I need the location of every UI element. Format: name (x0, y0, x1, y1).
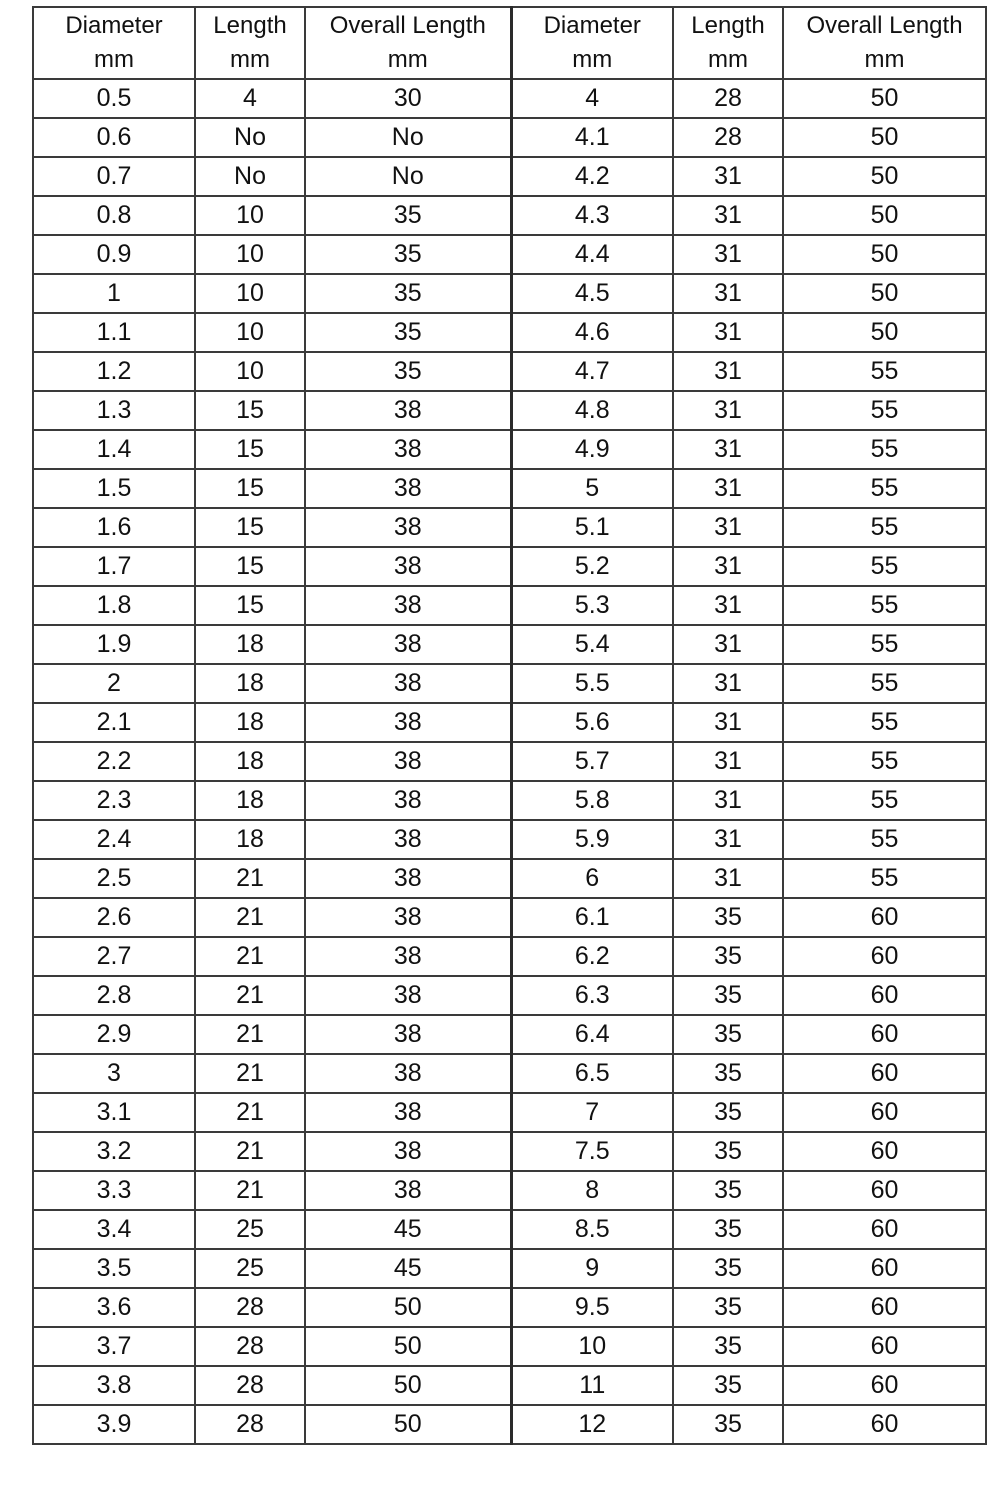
table-cell-diameter: 1.5 (33, 469, 195, 508)
table-cell-diameter: 0.8 (33, 196, 195, 235)
table-cell-overall-length: 55 (783, 703, 986, 742)
table-cell-overall-length: 60 (783, 1171, 986, 1210)
table-cell-overall-length: 60 (783, 937, 986, 976)
table-cell-length: 31 (673, 625, 783, 664)
table-row (33, 1054, 986, 1093)
table-cell-diameter: 5.6 (511, 703, 673, 742)
table-cell-overall-length: 55 (783, 586, 986, 625)
table-cell-overall-length: 55 (783, 859, 986, 898)
column-header-unit: mm (94, 46, 134, 73)
table-cell-diameter: 0.6 (33, 118, 195, 157)
table-cell-diameter: 9.5 (511, 1288, 673, 1327)
table-cell-diameter: 1.9 (33, 625, 195, 664)
column-header-unit: mm (387, 46, 428, 73)
table-cell-length: 18 (195, 625, 305, 664)
table-header (33, 7, 986, 79)
table-cell-overall-length: 50 (783, 157, 986, 196)
table-cell-overall-length: 45 (305, 1249, 511, 1288)
column-header-overall-length-right (783, 7, 986, 79)
table-cell-diameter: 3.1 (33, 1093, 195, 1132)
table-cell-length: 21 (195, 1054, 305, 1093)
table-cell-diameter: 3.5 (33, 1249, 195, 1288)
table-row (33, 742, 986, 781)
table-cell-overall-length: 60 (783, 1210, 986, 1249)
table-cell-overall-length: 38 (305, 898, 511, 937)
table-cell-length: 31 (673, 742, 783, 781)
table-cell-diameter: 4.2 (511, 157, 673, 196)
column-header-unit: mm (708, 46, 748, 73)
table-cell-diameter: 4.4 (511, 235, 673, 274)
table-row (33, 703, 986, 742)
table-cell-overall-length: 35 (305, 313, 511, 352)
table-cell-overall-length: 38 (305, 820, 511, 859)
table-row (33, 235, 986, 274)
table-cell-diameter: 5.7 (511, 742, 673, 781)
table-cell-diameter: 9 (511, 1249, 673, 1288)
table-cell-diameter: 0.9 (33, 235, 195, 274)
table-cell-overall-length: 60 (783, 1366, 986, 1405)
table-cell-length: 28 (195, 1327, 305, 1366)
table-cell-overall-length: No (305, 157, 511, 196)
table-cell-diameter: 2.9 (33, 1015, 195, 1054)
table-body (33, 79, 986, 1444)
table-row (33, 391, 986, 430)
table-cell-overall-length: 60 (783, 1132, 986, 1171)
table-cell-overall-length: 38 (305, 664, 511, 703)
table-cell-overall-length: 60 (783, 1093, 986, 1132)
table-row (33, 352, 986, 391)
column-header-length-right (673, 7, 783, 79)
table-cell-diameter: 4.7 (511, 352, 673, 391)
table-cell-overall-length: 38 (305, 430, 511, 469)
table-cell-overall-length: 60 (783, 1288, 986, 1327)
table-cell-length: 31 (673, 157, 783, 196)
table-cell-diameter: 6.5 (511, 1054, 673, 1093)
table-cell-overall-length: 30 (305, 79, 511, 118)
table-cell-overall-length: 60 (783, 1249, 986, 1288)
table-row (33, 898, 986, 937)
table-cell-diameter: 5.5 (511, 664, 673, 703)
table-cell-overall-length: 35 (305, 274, 511, 313)
table-cell-length: 35 (673, 1210, 783, 1249)
table-cell-diameter: 5 (511, 469, 673, 508)
table-row (33, 1015, 986, 1054)
table-cell-length: 35 (673, 1171, 783, 1210)
table-row (33, 820, 986, 859)
table-cell-diameter: 1.3 (33, 391, 195, 430)
table-cell-length: 35 (673, 937, 783, 976)
table-row (33, 586, 986, 625)
table-cell-diameter: 2.1 (33, 703, 195, 742)
table-cell-length: 18 (195, 781, 305, 820)
table-cell-diameter: 4 (511, 79, 673, 118)
table-cell-overall-length: 50 (783, 274, 986, 313)
table-cell-diameter: 4.3 (511, 196, 673, 235)
table-cell-length: 18 (195, 703, 305, 742)
table-cell-length: 10 (195, 274, 305, 313)
table-cell-diameter: 1.2 (33, 352, 195, 391)
table-cell-length: 35 (673, 1327, 783, 1366)
table-cell-length: 31 (673, 781, 783, 820)
table-cell-diameter: 7.5 (511, 1132, 673, 1171)
table-row (33, 1327, 986, 1366)
table-cell-diameter: 5.2 (511, 547, 673, 586)
table-cell-length: 21 (195, 976, 305, 1015)
table-cell-length: 31 (673, 235, 783, 274)
table-cell-diameter: 3 (33, 1054, 195, 1093)
table-cell-length: 31 (673, 703, 783, 742)
table-cell-length: 21 (195, 1171, 305, 1210)
table-cell-length: 31 (673, 508, 783, 547)
table-cell-overall-length: 38 (305, 1132, 511, 1171)
table-cell-overall-length: 55 (783, 664, 986, 703)
column-header-unit: mm (572, 46, 613, 73)
column-header-diameter-left (33, 7, 195, 79)
table-cell-overall-length: 35 (305, 196, 511, 235)
table-cell-length: 10 (195, 235, 305, 274)
table-cell-diameter: 2.2 (33, 742, 195, 781)
table-cell-length: 35 (673, 1054, 783, 1093)
table-cell-overall-length: 38 (305, 625, 511, 664)
table-cell-length: 31 (673, 820, 783, 859)
table-cell-diameter: 8.5 (511, 1210, 673, 1249)
table-cell-length: 15 (195, 430, 305, 469)
table-row (33, 976, 986, 1015)
table-cell-length: No (195, 157, 305, 196)
table-cell-length: 31 (673, 430, 783, 469)
table-cell-diameter: 6 (511, 859, 673, 898)
column-header-unit: mm (864, 46, 905, 73)
table-cell-length: 21 (195, 1015, 305, 1054)
table-cell-diameter: 1.1 (33, 313, 195, 352)
table-cell-length: 31 (673, 391, 783, 430)
table-cell-length: 10 (195, 196, 305, 235)
column-header-label: Diameter (65, 12, 163, 39)
table-row (33, 313, 986, 352)
table-cell-length: 15 (195, 586, 305, 625)
table-cell-overall-length: 50 (783, 79, 986, 118)
table-cell-diameter: 8 (511, 1171, 673, 1210)
table-row (33, 781, 986, 820)
table-cell-diameter: 6.4 (511, 1015, 673, 1054)
drill-size-table (32, 6, 987, 1445)
table-cell-overall-length: 38 (305, 391, 511, 430)
table-cell-diameter: 2 (33, 664, 195, 703)
column-header-label: Length (691, 12, 765, 39)
table-cell-diameter: 1.4 (33, 430, 195, 469)
table-cell-length: 21 (195, 1132, 305, 1171)
table-cell-overall-length: 35 (305, 235, 511, 274)
table-cell-diameter: 1.7 (33, 547, 195, 586)
column-header-length-left (195, 7, 305, 79)
table-cell-overall-length: 50 (783, 196, 986, 235)
table-cell-diameter: 3.4 (33, 1210, 195, 1249)
table-cell-diameter: 5.1 (511, 508, 673, 547)
table-cell-length: 28 (673, 79, 783, 118)
table-row (33, 625, 986, 664)
table-row (33, 664, 986, 703)
table-cell-length: 35 (673, 976, 783, 1015)
table-row (33, 1366, 986, 1405)
table-cell-length: 18 (195, 820, 305, 859)
table-cell-overall-length: No (305, 118, 511, 157)
table-cell-overall-length: 38 (305, 976, 511, 1015)
table-cell-length: 28 (673, 118, 783, 157)
table-row (33, 469, 986, 508)
table-cell-diameter: 11 (511, 1366, 673, 1405)
table-cell-length: 4 (195, 79, 305, 118)
table-cell-overall-length: 55 (783, 508, 986, 547)
table-cell-diameter: 1 (33, 274, 195, 313)
table-cell-length: 21 (195, 937, 305, 976)
table-cell-length: 18 (195, 664, 305, 703)
table-cell-length: 28 (195, 1366, 305, 1405)
table-cell-overall-length: 38 (305, 937, 511, 976)
table-row (33, 1405, 986, 1444)
table-cell-diameter: 6.3 (511, 976, 673, 1015)
table-row (33, 1132, 986, 1171)
table-row (33, 274, 986, 313)
table-cell-length: 35 (673, 898, 783, 937)
table-cell-diameter: 3.3 (33, 1171, 195, 1210)
table-cell-diameter: 2.4 (33, 820, 195, 859)
table-cell-diameter: 12 (511, 1405, 673, 1444)
table-cell-length: 18 (195, 742, 305, 781)
table-cell-overall-length: 38 (305, 586, 511, 625)
table-cell-diameter: 7 (511, 1093, 673, 1132)
table-cell-overall-length: 55 (783, 820, 986, 859)
table-cell-diameter: 5.4 (511, 625, 673, 664)
table-cell-length: 31 (673, 859, 783, 898)
table-cell-overall-length: 50 (305, 1405, 511, 1444)
table-cell-length: 35 (673, 1366, 783, 1405)
table-cell-overall-length: 60 (783, 898, 986, 937)
table-cell-overall-length: 55 (783, 469, 986, 508)
table-cell-length: 31 (673, 274, 783, 313)
table-cell-diameter: 4.5 (511, 274, 673, 313)
table-cell-length: No (195, 118, 305, 157)
table-row (33, 859, 986, 898)
table-cell-diameter: 2.7 (33, 937, 195, 976)
table-cell-length: 31 (673, 313, 783, 352)
table-cell-length: 35 (673, 1132, 783, 1171)
table-cell-diameter: 4.9 (511, 430, 673, 469)
table-row (33, 547, 986, 586)
table-cell-overall-length: 50 (783, 313, 986, 352)
table-cell-diameter: 3.8 (33, 1366, 195, 1405)
table-cell-overall-length: 38 (305, 1015, 511, 1054)
table-cell-diameter: 3.7 (33, 1327, 195, 1366)
table-row (33, 118, 986, 157)
table-cell-overall-length: 38 (305, 1054, 511, 1093)
table-cell-length: 25 (195, 1249, 305, 1288)
column-header-unit: mm (230, 46, 270, 73)
table-cell-diameter: 10 (511, 1327, 673, 1366)
table-cell-diameter: 5.8 (511, 781, 673, 820)
table-cell-overall-length: 55 (783, 625, 986, 664)
table-cell-diameter: 6.1 (511, 898, 673, 937)
table-cell-diameter: 2.3 (33, 781, 195, 820)
table-cell-overall-length: 38 (305, 1093, 511, 1132)
table-cell-overall-length: 45 (305, 1210, 511, 1249)
table-cell-overall-length: 60 (783, 1405, 986, 1444)
table-cell-length: 25 (195, 1210, 305, 1249)
table-cell-overall-length: 38 (305, 547, 511, 586)
table-cell-overall-length: 38 (305, 703, 511, 742)
table-cell-diameter: 4.6 (511, 313, 673, 352)
table-row (33, 430, 986, 469)
table-row (33, 157, 986, 196)
table-row (33, 1210, 986, 1249)
table-cell-overall-length: 38 (305, 469, 511, 508)
table-cell-overall-length: 38 (305, 1171, 511, 1210)
table-cell-overall-length: 38 (305, 859, 511, 898)
table-cell-diameter: 0.5 (33, 79, 195, 118)
table-cell-overall-length: 60 (783, 1327, 986, 1366)
table-cell-diameter: 2.6 (33, 898, 195, 937)
table-cell-length: 21 (195, 1093, 305, 1132)
table-cell-overall-length: 38 (305, 508, 511, 547)
table-cell-length: 28 (195, 1405, 305, 1444)
header-row (33, 7, 986, 79)
table-cell-overall-length: 50 (783, 118, 986, 157)
table-cell-length: 31 (673, 586, 783, 625)
table-cell-length: 35 (673, 1093, 783, 1132)
table-cell-overall-length: 60 (783, 1015, 986, 1054)
table-cell-length: 31 (673, 469, 783, 508)
table-cell-overall-length: 50 (305, 1327, 511, 1366)
table-row (33, 79, 986, 118)
table-cell-length: 10 (195, 352, 305, 391)
table-cell-overall-length: 55 (783, 781, 986, 820)
table-cell-diameter: 3.2 (33, 1132, 195, 1171)
table-cell-diameter: 5.3 (511, 586, 673, 625)
table-cell-overall-length: 55 (783, 352, 986, 391)
table-row (33, 1171, 986, 1210)
table-cell-diameter: 6.2 (511, 937, 673, 976)
table-cell-diameter: 1.6 (33, 508, 195, 547)
column-header-diameter-right (511, 7, 673, 79)
table-cell-length: 15 (195, 547, 305, 586)
table-cell-length: 35 (673, 1405, 783, 1444)
column-header-label: Overall Length (329, 12, 486, 39)
table-cell-length: 31 (673, 352, 783, 391)
table-cell-diameter: 0.7 (33, 157, 195, 196)
table-cell-overall-length: 55 (783, 547, 986, 586)
table-cell-overall-length: 55 (783, 391, 986, 430)
table-cell-diameter: 2.5 (33, 859, 195, 898)
table-cell-length: 31 (673, 547, 783, 586)
table-cell-length: 35 (673, 1288, 783, 1327)
table-cell-diameter: 3.9 (33, 1405, 195, 1444)
column-header-label: Length (213, 12, 287, 39)
table-cell-overall-length: 50 (305, 1288, 511, 1327)
table-cell-overall-length: 50 (305, 1366, 511, 1405)
table-cell-diameter: 5.9 (511, 820, 673, 859)
column-header-overall-length-left (305, 7, 511, 79)
table-row (33, 508, 986, 547)
column-header-label: Overall Length (806, 12, 963, 39)
table-cell-overall-length: 60 (783, 1054, 986, 1093)
table-cell-length: 15 (195, 508, 305, 547)
table-cell-overall-length: 55 (783, 430, 986, 469)
table-cell-overall-length: 50 (783, 235, 986, 274)
table-cell-diameter: 4.8 (511, 391, 673, 430)
table-cell-overall-length: 55 (783, 742, 986, 781)
table-row (33, 196, 986, 235)
table-cell-length: 31 (673, 196, 783, 235)
table-cell-length: 15 (195, 391, 305, 430)
table-cell-length: 15 (195, 469, 305, 508)
column-header-label: Diameter (543, 12, 641, 39)
table-cell-length: 31 (673, 664, 783, 703)
table-cell-length: 10 (195, 313, 305, 352)
table-cell-length: 35 (673, 1015, 783, 1054)
table-cell-length: 28 (195, 1288, 305, 1327)
table-row (33, 1249, 986, 1288)
table-cell-length: 35 (673, 1249, 783, 1288)
table-row (33, 1288, 986, 1327)
table-cell-length: 21 (195, 898, 305, 937)
table-cell-length: 21 (195, 859, 305, 898)
table-cell-overall-length: 35 (305, 352, 511, 391)
table-cell-diameter: 3.6 (33, 1288, 195, 1327)
table-row (33, 937, 986, 976)
table-row (33, 1093, 986, 1132)
table-cell-diameter: 1.8 (33, 586, 195, 625)
table-cell-overall-length: 60 (783, 976, 986, 1015)
table-cell-overall-length: 38 (305, 781, 511, 820)
table-cell-diameter: 2.8 (33, 976, 195, 1015)
table-cell-diameter: 4.1 (511, 118, 673, 157)
table-cell-overall-length: 38 (305, 742, 511, 781)
